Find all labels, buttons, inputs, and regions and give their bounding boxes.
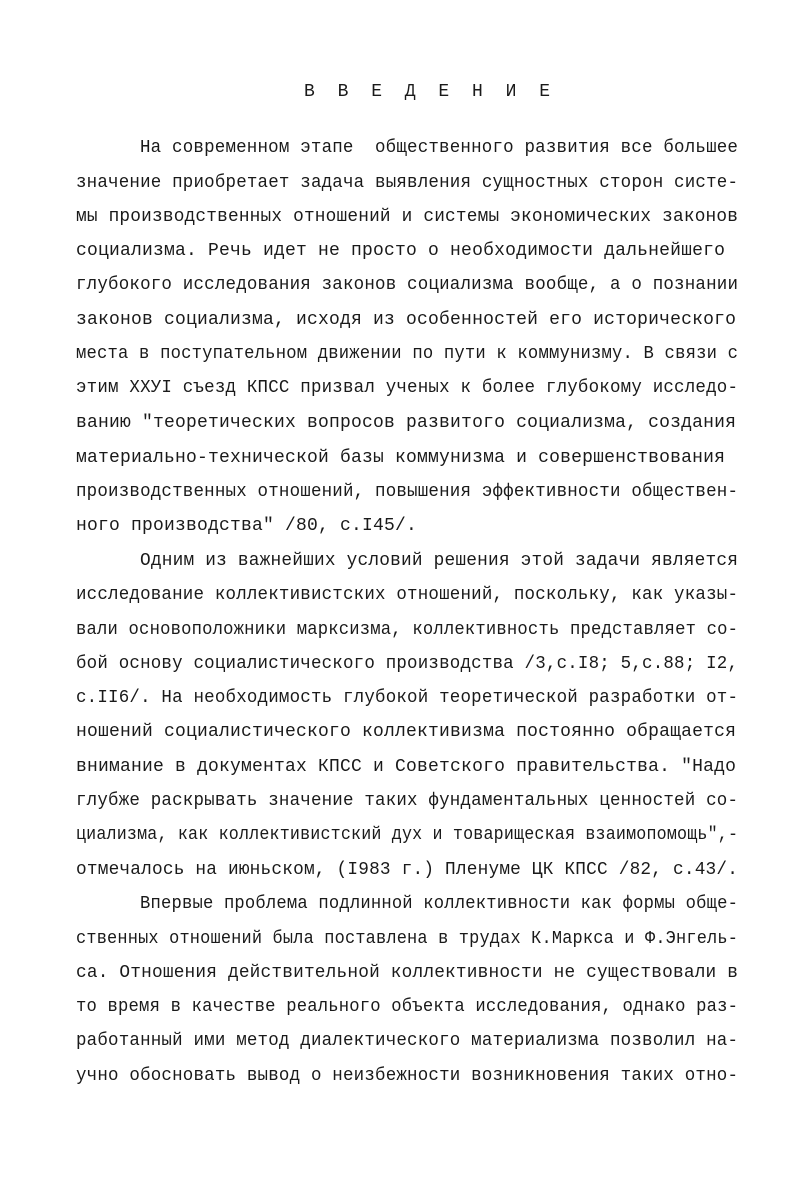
text-line: глубже раскрывать значение таких фундаментальных ценностей со-	[76, 791, 739, 811]
text-line: материально-технической базы коммунизма и совершенствования	[76, 448, 726, 468]
text-line: значение приобретает задача выявления сущностных сторон систе-	[76, 173, 739, 193]
text-line: мы производственных отношений и системы экономических законов	[76, 207, 739, 227]
text-line: циализма, как коллективистский дух и товарищеская взаимопомощь",-	[76, 825, 739, 845]
text-line: работанный ими метод диалектического материализма позволил на-	[76, 1031, 739, 1051]
text-line: производственных отношений, повышения эффективности обществен-	[76, 482, 739, 502]
text-line: то время в качестве реального объекта исследования, однако раз-	[76, 997, 739, 1017]
text-line: внимание в документах КПСС и Советского правительства. "Надо	[76, 757, 737, 777]
text-line: с.II6/. На необходимость глубокой теоретической разработки от-	[76, 688, 739, 708]
text-line: отмечалось на июньском, (I983 г.) Пленуме ЦК КПСС /82, с.43/.	[76, 860, 739, 880]
text-line: социализма. Речь идет не просто о необходимости дальнейшего	[76, 241, 726, 261]
text-line: ного производства" /80, с.I45/.	[76, 516, 418, 536]
text-line: этим XXУI съезд КПСС призвал ученых к более глубокому исследо-	[76, 378, 739, 398]
text-line: глубокого исследования законов социализма вообще, а о познании	[76, 275, 739, 295]
text-line: вали основоположники марксизма, коллективность представляет со-	[76, 620, 739, 640]
text-line: места в поступательном движении по пути к коммунизму. В связи с	[76, 344, 739, 364]
text-line: учно обосновать вывод о неизбежности возникновения таких отно-	[76, 1066, 739, 1086]
text-line: ношений социалистического коллективизма постоянно обращается	[76, 722, 737, 742]
text-line: Впервые проблема подлинной коллективности как формы обще-	[140, 894, 739, 914]
text-line: бой основу социалистического производства /3,с.I8; 5,с.88; I2,	[76, 654, 739, 674]
text-line: исследование коллективистских отношений, поскольку, как указы-	[76, 585, 739, 605]
text-line: ванию "теоретических вопросов развитого социализма, создания	[76, 413, 737, 433]
text-line: Одним из важнейших условий решения этой задачи является	[140, 551, 739, 571]
text-line: ственных отношений была поставлена в трудах К.Маркса и Ф.Энгель-	[76, 929, 739, 949]
text-line: са. Отношения действительной коллективности не существовали в	[76, 963, 739, 983]
section-heading: В В Е Д Е Н И Е	[303, 82, 557, 102]
text-line: На современном этапе общественного развития все большее	[140, 138, 739, 158]
text-line: законов социализма, исходя из особенностей его исторического	[76, 310, 737, 330]
